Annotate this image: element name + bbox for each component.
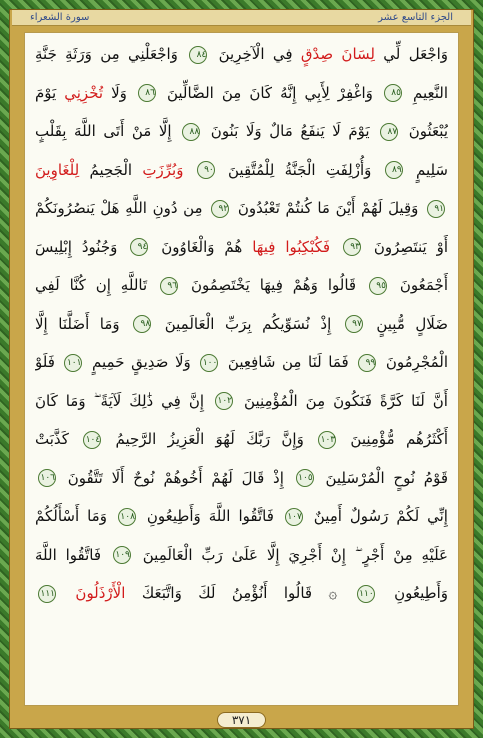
ayah-number-marker: ١٠٠ (200, 354, 218, 372)
verse-text: إِذْ نُسَوِّيكُم بِرَبِّ الْعَالَمِينَ (154, 314, 342, 333)
ayah-number-marker: ١٠٩ (113, 546, 131, 564)
ayah-number-marker: ٨٤ (189, 46, 207, 64)
highlighted-word: فَكُبْكِبُوا فِيهَا (252, 237, 331, 256)
verse-text: إِنِّي لَكُمْ رَسُولٌ أَمِينٌ (305, 507, 448, 525)
text-line (35, 74, 448, 113)
text-line (35, 112, 448, 151)
verse-text: وَمَا أَسْأَلُكُمْ (35, 507, 115, 525)
ayah-number-marker: ٨٩ (385, 161, 403, 179)
ayah-number-marker: ١١٠ (357, 585, 375, 603)
ayah-number-marker: ١٠٢ (215, 392, 233, 410)
text-line (35, 343, 448, 382)
verse-text: وَمَا أَضَلَّنَا إِلَّا (35, 314, 131, 333)
ayah-number-marker: ٨٨ (182, 123, 200, 141)
text-line (35, 536, 448, 575)
ayah-number-marker: ٩٧ (345, 315, 363, 333)
verse-text: وَلَا (103, 83, 135, 102)
highlighted-word: تُخْزِنِي (64, 83, 104, 102)
verse-text: إِلَّا مَنْ أَتَى اللَّهَ بِقَلْبٍ (35, 122, 180, 140)
text-line (35, 459, 448, 498)
surah-label: سورة الشعراء (30, 12, 90, 23)
text-line (35, 228, 448, 267)
text-line (35, 382, 448, 421)
verse-text: النَّعِيمِ (404, 83, 448, 102)
text-line (35, 574, 448, 613)
verse-text: وَلَا صَدِيقٍ حَمِيمٍ (85, 353, 198, 371)
verse-text: الْجَحِيمُ (79, 160, 143, 179)
ayah-number-marker: ٩١ (427, 200, 445, 218)
text-line (35, 189, 448, 228)
verse-text: وَجُنُودُ إِبْلِيسَ (35, 237, 128, 256)
text-line (35, 305, 448, 344)
verse-text: وَأَطِيعُونِ (377, 584, 448, 602)
verse-text: أَوْ يَنتَصِرُونَ (363, 237, 448, 256)
verse-text: عَلَيْهِ مِنْ أَجْرٍ ۖ إِنْ أَجْرِيَ إِلَّا عَلَىٰ رَبِّ الْعَالَمِينَ (133, 545, 448, 564)
verse-text: وَاغْفِرْ لِأَبِي إِنَّهُ كَانَ مِنَ الضَّالِّينَ (158, 83, 381, 102)
verse-text: إِنَّ فِي ذَٰلِكَ لَآيَةً ۖ وَمَا كَانَ (35, 391, 213, 410)
verse-text: وَاجْعَل لِّي (374, 45, 448, 63)
ayah-number-marker: ٩٠ (197, 161, 215, 179)
verse-text: الْمُجْرِمُونَ (379, 353, 448, 371)
ayah-number-marker: ٨٥ (384, 84, 402, 102)
verse-text: ۞ قَالُوا أَنُؤْمِنُ لَكَ وَاتَّبَعَكَ (125, 584, 354, 602)
verse-text: قَوْمُ نُوحٍ الْمُرْسَلِينَ (316, 468, 448, 487)
verse-text: وَاجْعَلْنِي مِن وَرَثَةِ جَنَّةِ (35, 45, 187, 63)
page-footer (0, 710, 483, 730)
verse-text: يُبْعَثُونَ (401, 122, 448, 140)
ayah-number-marker: ١٠٨ (118, 508, 136, 526)
verse-text: فَمَا لَنَا مِن شَافِعِينَ (221, 353, 356, 371)
verse-text: وَقِيلَ لَهُمْ أَيْنَ مَا كُنتُمْ تَعْبُدُونَ (232, 199, 424, 217)
verse-text: تَاللَّهِ إِن كُنَّا لَفِي (35, 276, 158, 294)
text-line (35, 266, 448, 305)
highlighted-word: الْأَرْذَلُونَ (75, 584, 126, 602)
verse-text: أَنَّ لَنَا كَرَّةً فَنَكُونَ مِنَ الْمُؤْمِنِينَ (236, 391, 448, 410)
verse-text: سَلِيمٍ (405, 160, 448, 179)
verse-text: فَلَوْ (35, 353, 62, 371)
verse-text: أَكْثَرُهُم مُّؤْمِنِينَ (339, 430, 448, 448)
ayah-number-marker: ٩٤ (130, 238, 148, 256)
verse-text: فَاتَّقُوا اللَّهَ (35, 545, 110, 564)
ayah-number-marker: ٩٥ (369, 277, 387, 295)
ayah-number-marker: ١٠٦ (38, 469, 56, 487)
ayah-number-marker: ٩٩ (358, 354, 376, 372)
verse-text: وَأُزْلِفَتِ الْجَنَّةُ لِلْمُتَّقِينَ (217, 160, 382, 179)
verse-text (183, 161, 193, 179)
verse-text: كَذَّبَتْ (35, 430, 81, 448)
verse-text (330, 238, 340, 256)
ayah-number-marker: ١٠١ (64, 354, 82, 372)
ayah-number-marker: ٩٦ (160, 277, 178, 295)
juz-label: الجزء التاسع عشر (378, 12, 453, 23)
verse-text: أَجْمَعُونَ (389, 276, 448, 294)
verse-text: ضَلَالٍ مُّبِينٍ (365, 314, 448, 333)
ayah-number-marker: ٨٧ (380, 123, 398, 141)
verse-text: يَوْمَ لَا يَنفَعُ مَالٌ وَلَا بَنُونَ (203, 122, 378, 140)
ayah-number-marker: ١٠٣ (318, 431, 336, 449)
verse-text: إِذْ قَالَ لَهُمْ أَخُوهُمْ نُوحٌ أَلَا تَتَّقُونَ (59, 468, 293, 487)
highlighted-word: وَبُرِّزَتِ (142, 160, 184, 179)
ayah-number-marker: ١٠٤ (83, 431, 101, 449)
verse-text: يَوْمَ (35, 83, 65, 102)
verse-text: وَإِنَّ رَبَّكَ لَهُوَ الْعَزِيزُ الرَّحِيمُ (104, 430, 316, 448)
text-line (35, 151, 448, 190)
ayah-number-marker: ٨٦ (138, 84, 156, 102)
ayah-number-marker: ٩٢ (211, 200, 229, 218)
ayah-number-marker: ٩٨ (133, 315, 151, 333)
verse-text: فَاتَّقُوا اللَّهَ وَأَطِيعُونِ (138, 507, 282, 525)
quran-text-panel (24, 32, 459, 706)
text-line (35, 420, 448, 459)
text-line (35, 497, 448, 536)
verse-text: هُمْ وَالْغَاوُونَ (151, 237, 253, 256)
verse-text: قَالُوا وَهُمْ فِيهَا يَخْتَصِمُونَ (181, 276, 366, 294)
verse-text: مِن دُونِ اللَّهِ هَلْ يَنصُرُونَكُمْ (35, 199, 209, 217)
highlighted-word: لِلْغَاوِينَ (35, 160, 80, 179)
page-header (12, 10, 471, 26)
text-line (35, 35, 448, 74)
ayah-number-marker: ١٠٥ (296, 469, 314, 487)
page-number: ٣٧١ (217, 712, 266, 728)
ayah-number-marker: ٩٣ (343, 238, 361, 256)
highlighted-word: لِسَانَ صِدْقٍ (300, 45, 375, 63)
verse-text (59, 584, 75, 602)
verse-text: فِي الْآخِرِينَ (210, 45, 301, 63)
ayah-number-marker: ١١١ (38, 585, 56, 603)
ayah-number-marker: ١٠٧ (285, 508, 303, 526)
